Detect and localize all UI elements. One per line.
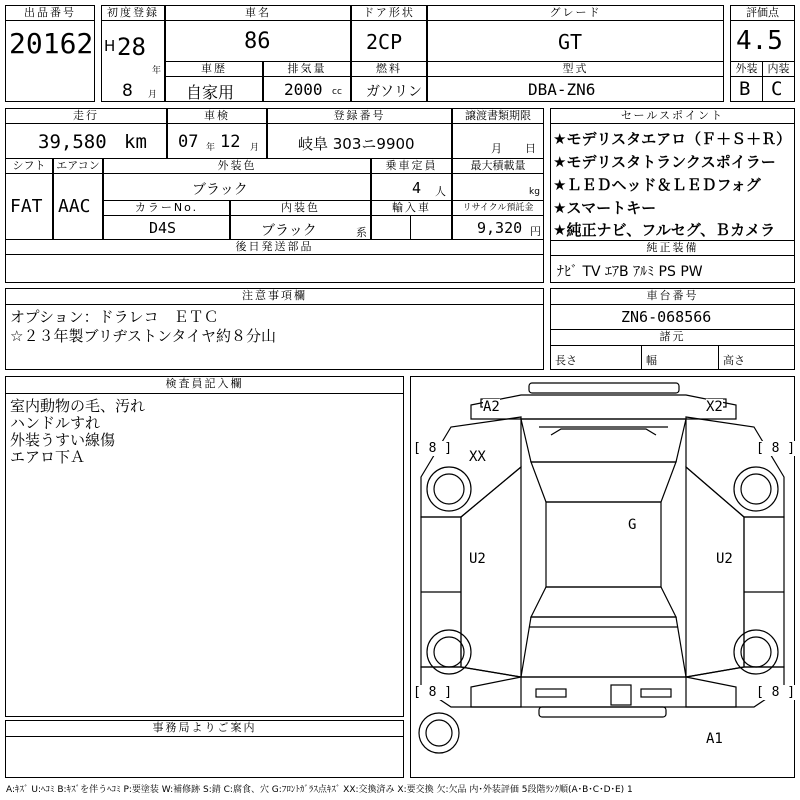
chassis-no-label: 車台番号 <box>550 288 795 305</box>
model-code-label: 型式 <box>427 61 724 77</box>
score-cell <box>730 20 795 62</box>
chassis-no-value: ZN6-068566 <box>621 308 712 326</box>
selling-points-label: セールスポイント <box>550 108 795 124</box>
model-code-value: DBA-ZN6 <box>528 80 596 99</box>
inspector-line-2: ハンドルすれ <box>10 414 101 432</box>
rear-window <box>531 587 676 617</box>
transfer-cell <box>452 123 544 159</box>
taillight-right <box>641 689 671 697</box>
recycle-cell <box>452 215 544 240</box>
genuine-equipment-value: ﾅﾋﾞ TV ｴｱB ｱﾙﾐ PS PW <box>557 264 703 280</box>
hood <box>521 419 686 462</box>
transfer-day: 日 <box>525 142 536 155</box>
genuine-equipment-label: 純正装備 <box>550 240 795 256</box>
spare-tire-inner <box>426 720 452 746</box>
aircon-label: エアコン <box>53 158 103 174</box>
max-load-label: 最大積載量 <box>452 158 544 174</box>
score-label: 評価点 <box>730 5 795 21</box>
inspection-year-unit: 年 <box>206 143 216 153</box>
spare-tire <box>419 713 459 753</box>
lot-no-value: 20162 <box>9 27 94 60</box>
year-value: 28 <box>117 33 146 61</box>
exterior-label: 外装 <box>730 61 763 77</box>
ext-color-label: 外装色 <box>103 158 371 174</box>
rear-bumper-part <box>611 685 631 705</box>
selling-point-2: ★モデリスタトランクスポイラー <box>553 153 776 171</box>
length-label: 長さ <box>555 354 577 367</box>
door-cell <box>351 20 427 62</box>
interior-grade-value: C <box>771 78 783 100</box>
selling-point-3: ★ＬＥＤヘッド＆ＬＥＤフォグ <box>553 176 761 194</box>
first-reg-label: 初度登録 <box>101 5 165 21</box>
rear-bumper <box>539 707 666 717</box>
length-cell <box>550 345 642 370</box>
inspector-line-4: エアロ下Ａ <box>10 448 86 466</box>
transfer-month: 月 <box>491 142 502 155</box>
mark-front-left: A2 <box>483 399 500 415</box>
fuel-cell <box>351 76 427 102</box>
color-no-cell <box>103 215 230 240</box>
mark-door-left: U2 <box>469 551 486 567</box>
era-value: H <box>104 37 116 55</box>
notes-label: 注意事項欄 <box>5 288 544 305</box>
later-parts-cell <box>5 254 544 283</box>
shift-value: FAT <box>10 196 43 217</box>
inspection-year: 07 <box>178 132 199 152</box>
inspection-label: 車検 <box>167 108 267 124</box>
office-label: 事務局よりご案内 <box>5 720 404 737</box>
reg-no-value: 岐阜 303ニ9900 <box>298 135 415 153</box>
capacity-unit: 人 <box>435 185 446 198</box>
damage-diagram-frame <box>410 376 795 778</box>
exterior-grade-value: B <box>739 78 751 100</box>
aircon-value: AAC <box>58 196 91 217</box>
hood-vent <box>551 429 656 435</box>
mark-rear-right: A1 <box>706 731 723 747</box>
lot-no-label: 出品番号 <box>5 5 95 21</box>
door-label: ドア形状 <box>351 5 427 21</box>
history-cell <box>165 76 263 102</box>
displacement-value: 2000 <box>284 80 323 99</box>
later-parts-label: 後日発送部品 <box>5 239 544 255</box>
year-unit: 年 <box>152 66 162 76</box>
front-fender-right <box>686 417 784 517</box>
grade-value: GT <box>558 30 583 54</box>
model-code-cell <box>427 76 724 102</box>
import-cell-2 <box>410 215 452 240</box>
trunk <box>521 617 686 677</box>
first-reg-cell <box>101 20 165 102</box>
int-color-label: 内装色 <box>230 200 371 216</box>
selling-point-1: ★モデリスタエアロ（Ｆ＋Ｓ＋Ｒ） <box>553 130 792 148</box>
reg-no-label: 登録番号 <box>267 108 452 124</box>
int-color-suffix: 系 <box>356 226 367 239</box>
front-bumper <box>529 383 679 393</box>
capacity-value: 4 <box>412 179 422 197</box>
chassis-no-cell <box>550 304 795 330</box>
legend-text: A:ｷｽﾞ U:ﾍｺﾐ B:ｷｽﾞを伴うﾍｺﾐ P:要塗装 W:補修跡 S:錆 C:腐食、穴 G:ﾌﾛﾝﾄｶﾞﾗｽ点ｷｽﾞ XX:交換済み X:要交換 欠:欠品 内･外装評価 5段階ﾗﾝｸ順(A･B･C･D･E) 1 <box>6 785 633 795</box>
reg-no-cell <box>267 123 452 159</box>
interior-label: 内装 <box>762 61 795 77</box>
recycle-unit: 円 <box>530 225 541 238</box>
car-name-label: 車名 <box>165 5 351 21</box>
displacement-cell <box>263 76 351 102</box>
shift-label: シフト <box>5 158 53 174</box>
interior-grade-cell <box>762 76 795 102</box>
inspector-line-1: 室内動物の毛、汚れ <box>10 397 146 415</box>
genuine-equipment-cell <box>550 255 795 283</box>
ext-color-value: ブラック <box>192 182 248 198</box>
dimensions-label: 諸元 <box>550 329 795 346</box>
fuel-value: ガソリン <box>366 84 422 100</box>
int-color-value: ブラック <box>261 223 317 239</box>
car-name-cell <box>165 20 351 62</box>
aircon-cell <box>53 173 103 240</box>
office-cell <box>5 736 404 778</box>
inspection-month: 12 <box>220 132 241 152</box>
inspector-line-3: 外装うすい線傷 <box>10 431 116 449</box>
ext-color-cell <box>103 173 371 201</box>
score-value: 4.5 <box>736 26 783 56</box>
tire-mark-rear-left: [ 8 ] <box>413 685 453 700</box>
lot-no-cell <box>5 20 95 102</box>
height-label: 高さ <box>723 354 745 367</box>
mark-fender-left: XX <box>469 449 486 465</box>
recycle-label: リサイクル預託金 <box>452 200 544 216</box>
inspector-cell <box>5 393 404 717</box>
rear-end <box>471 677 736 707</box>
notes-line-2: ☆２３年製ブリヂストンタイヤ約８分山 <box>10 327 277 345</box>
front-fender-left <box>421 417 521 517</box>
selling-points-cell <box>550 123 795 241</box>
windshield <box>531 462 676 502</box>
notes-line-1: オプション：ドラレコ ＥＴＣ <box>10 308 219 326</box>
tire-mark-rear-right: [ 8 ] <box>756 685 796 700</box>
car-diagram <box>411 377 794 777</box>
taillight-left <box>536 689 566 697</box>
int-color-cell <box>230 215 371 240</box>
mileage-cell <box>5 123 167 159</box>
recycle-value: 9,320 <box>477 219 523 237</box>
mark-roof: G <box>628 517 637 533</box>
mileage-unit: km <box>124 131 147 153</box>
notes-cell <box>5 304 544 370</box>
max-load-cell <box>452 173 544 201</box>
shift-cell <box>5 173 53 240</box>
grade-label: グレード <box>427 5 724 21</box>
tire-front-left-inner <box>434 474 464 504</box>
width-cell <box>641 345 719 370</box>
max-load-unit: kg <box>529 187 540 197</box>
mark-door-right: U2 <box>716 551 733 567</box>
tire-front-right-inner <box>741 474 771 504</box>
color-no-value: D4S <box>149 219 177 237</box>
roof <box>546 502 661 587</box>
height-cell <box>718 345 795 370</box>
transfer-label: 譲渡書類期限 <box>452 108 544 124</box>
capacity-cell <box>371 173 452 201</box>
tire-rear-right-inner <box>741 637 771 667</box>
history-label: 車歴 <box>165 61 263 77</box>
width-label: 幅 <box>646 354 657 367</box>
car-name-value: 86 <box>244 29 271 54</box>
history-value: 自家用 <box>186 83 235 102</box>
selling-point-5: ★純正ナビ、フルセグ、Ｂカメラ <box>553 221 776 239</box>
front-end <box>471 395 736 419</box>
tire-mark-front-left: [ 8 ] <box>413 441 453 456</box>
door-value: 2CP <box>366 30 403 54</box>
mileage-label: 走行 <box>5 108 167 124</box>
month-unit: 月 <box>148 90 158 100</box>
inspection-month-unit: 月 <box>250 143 260 153</box>
grade-cell <box>427 20 724 62</box>
inspection-cell <box>167 123 267 159</box>
import-cell-1 <box>371 215 411 240</box>
mileage-value: 39,580 <box>38 131 107 153</box>
mark-front-right: X2 <box>706 399 723 415</box>
exterior-grade-cell <box>730 76 763 102</box>
tire-rear-left-inner <box>434 637 464 667</box>
inspector-label: 検査員記入欄 <box>5 376 404 394</box>
color-no-label: カラーNo. <box>103 200 230 216</box>
fuel-label: 燃料 <box>351 61 427 77</box>
selling-point-4: ★スマートキー <box>553 199 657 217</box>
capacity-label: 乗車定員 <box>371 158 452 174</box>
month-value: 8 <box>122 81 133 101</box>
tire-mark-front-right: [ 8 ] <box>756 441 796 456</box>
displacement-unit: cc <box>332 87 342 97</box>
displacement-label: 排気量 <box>263 61 351 77</box>
import-label: 輸入車 <box>371 200 452 216</box>
